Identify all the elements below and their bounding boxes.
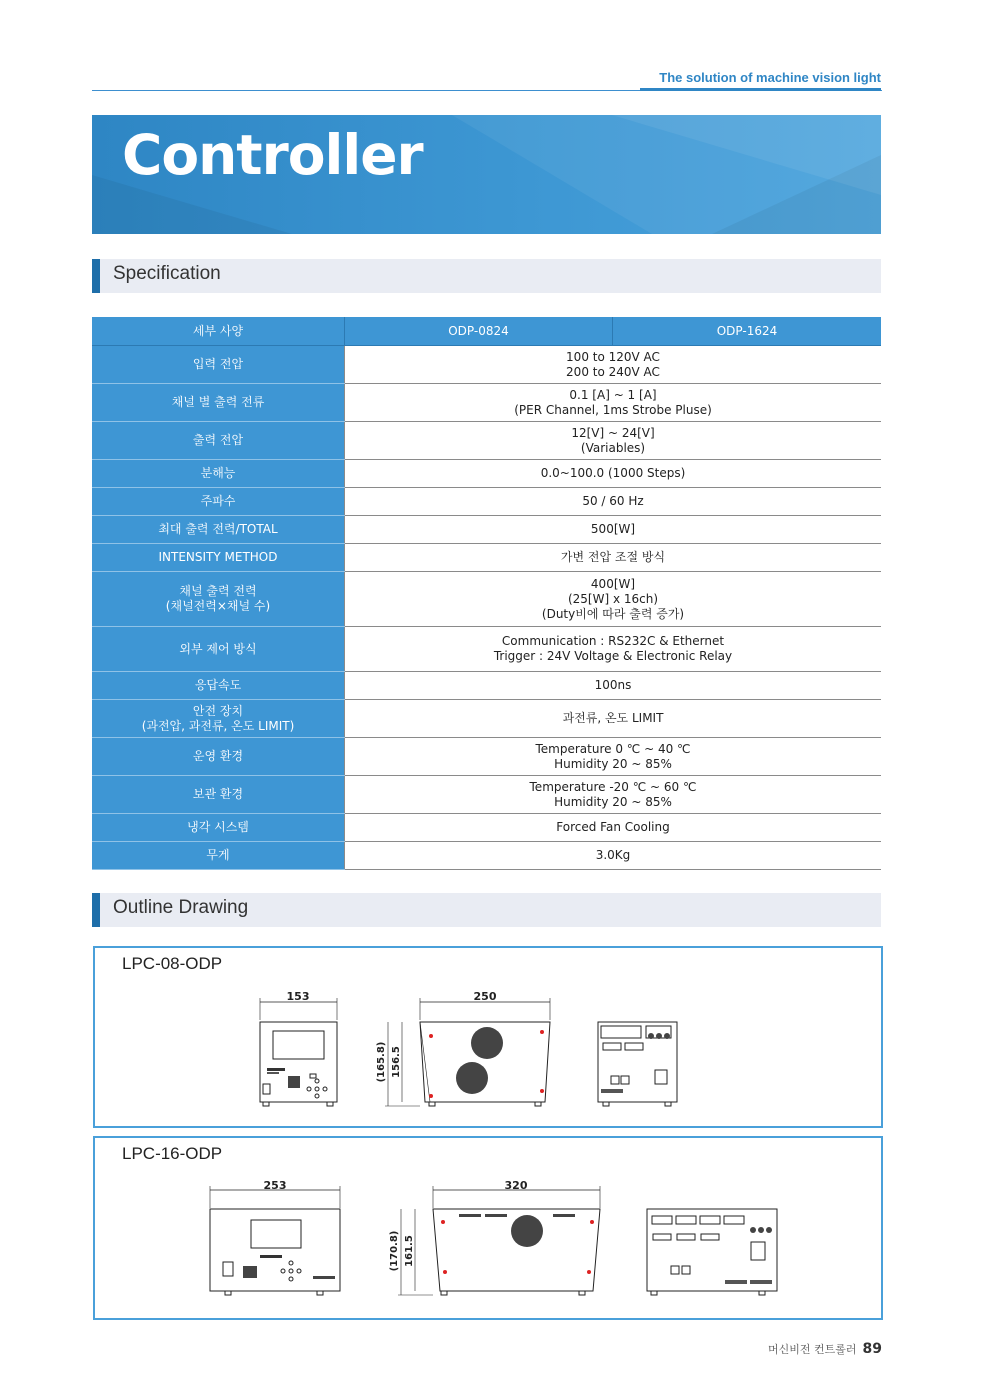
spec-label-line: 응답속도 xyxy=(194,678,242,692)
spec-row-value xyxy=(345,422,882,460)
spec-row xyxy=(92,814,881,842)
spec-row-value xyxy=(345,842,882,870)
dim-height-inner: 156.5 xyxy=(391,1046,402,1078)
page-number: 89 xyxy=(862,1341,882,1357)
spec-row-value xyxy=(345,738,882,776)
dim-side-depth: 320 xyxy=(504,1179,528,1192)
section-title: Specification xyxy=(113,263,221,284)
spec-row-label xyxy=(92,488,345,516)
spec-row-value xyxy=(345,672,882,700)
spec-row-label xyxy=(92,516,345,544)
spec-row-label xyxy=(92,544,345,572)
spec-value-line: 12[V] ~ 24[V] xyxy=(571,425,655,440)
spec-label-line: 보관 환경 xyxy=(192,787,244,801)
spec-label-line: 냉각 시스템 xyxy=(187,820,249,834)
spec-value-line: 과전류, 온도 LIMIT xyxy=(562,711,664,725)
spec-value-line: Trigger : 24V Voltage & Electronic Relay xyxy=(493,649,733,663)
spec-row xyxy=(92,627,881,672)
spec-value-line: 0.1 [A] ~ 1 [A] xyxy=(569,387,657,402)
spec-row xyxy=(92,776,881,814)
spec-value-line: (Duty비에 따라 출력 증가) xyxy=(541,606,685,621)
spec-label-line: 무게 xyxy=(206,848,230,862)
spec-row xyxy=(92,572,881,627)
spec-row-value xyxy=(345,814,882,842)
spec-row-label xyxy=(92,842,345,870)
dim-front-width: 253 xyxy=(263,1179,287,1192)
spec-label-line: 분해능 xyxy=(200,466,236,480)
spec-value-line: 100 to 120V AC xyxy=(566,349,660,364)
drawing-panel-lpc-16 xyxy=(93,1136,883,1320)
spec-row-label xyxy=(92,776,345,814)
spec-row-value xyxy=(345,346,882,384)
spec-header-cell: ODP-0824 xyxy=(345,317,613,346)
spec-row-label xyxy=(92,672,345,700)
spec-value-line: 100ns xyxy=(594,678,632,692)
spec-row-label xyxy=(92,346,345,384)
spec-value-line: (25[W] x 16ch) xyxy=(567,591,659,606)
drawing-model-name: LPC-08-ODP xyxy=(122,954,223,973)
outline-drawing-lpc-16 xyxy=(95,1138,881,1318)
spec-row-label xyxy=(92,422,345,460)
header-tagline: The solution of machine vision light xyxy=(659,70,881,85)
spec-row-label xyxy=(92,627,345,672)
spec-row-value xyxy=(345,488,882,516)
section-title: Outline Drawing xyxy=(113,897,249,918)
spec-value-line: 400[W] xyxy=(590,576,636,591)
spec-label-line: 안전 장치 xyxy=(192,703,244,718)
dim-height-inner: 161.5 xyxy=(404,1235,415,1267)
spec-value-line: Humidity 20 ~ 85% xyxy=(554,756,672,771)
section-specification xyxy=(92,259,881,293)
dim-height-outer: (170.8) xyxy=(389,1230,400,1272)
spec-row-label xyxy=(92,738,345,776)
drawing-panel-lpc-08 xyxy=(93,946,883,1128)
spec-row xyxy=(92,460,881,488)
spec-row-label xyxy=(92,460,345,488)
spec-row xyxy=(92,516,881,544)
spec-row-label xyxy=(92,384,345,422)
dim-front-width: 153 xyxy=(286,990,310,1003)
spec-value-line: (Variables) xyxy=(580,440,646,455)
title-banner xyxy=(92,115,881,234)
spec-row xyxy=(92,488,881,516)
spec-row xyxy=(92,700,881,738)
section-accent xyxy=(92,893,100,927)
spec-row xyxy=(92,738,881,776)
spec-value-line: (PER Channel, 1ms Strobe Pluse) xyxy=(514,402,712,417)
spec-label-line: 주파수 xyxy=(200,494,236,508)
spec-row xyxy=(92,672,881,700)
spec-row xyxy=(92,422,881,460)
spec-value-line: Temperature -20 ℃ ~ 60 ℃ xyxy=(529,779,697,794)
dim-height-outer: (165.8) xyxy=(376,1041,387,1083)
spec-row xyxy=(92,544,881,572)
dim-side-depth: 250 xyxy=(473,990,497,1003)
spec-value-line: 가변 전압 조절 방식 xyxy=(560,550,666,564)
spec-value-line: 50 / 60 Hz xyxy=(582,494,644,508)
section-outline xyxy=(92,893,881,927)
spec-label-line: 운영 환경 xyxy=(192,749,244,763)
spec-row-value xyxy=(345,384,882,422)
page-footer xyxy=(760,1341,882,1357)
spec-row xyxy=(92,842,881,870)
spec-row xyxy=(92,346,881,384)
section-accent xyxy=(92,259,100,293)
spec-row-label xyxy=(92,814,345,842)
spec-row-value xyxy=(345,700,882,738)
spec-label-line: 외부 제어 방식 xyxy=(179,641,257,656)
spec-row-label xyxy=(92,700,345,738)
spec-label-line: (과전압, 과전류, 온도 LIMIT) xyxy=(141,718,295,733)
spec-value-line: 200 to 240V AC xyxy=(566,364,660,379)
footer-label: 머신비전 컨트롤러 xyxy=(768,1343,857,1356)
spec-table xyxy=(92,317,881,870)
spec-value-line: 500[W] xyxy=(590,522,636,536)
spec-row-value xyxy=(345,460,882,488)
spec-label-line: 최대 출력 전력/TOTAL xyxy=(158,522,278,536)
spec-label-line: 입력 전압 xyxy=(192,357,244,371)
spec-label-line: 채널 출력 전력 xyxy=(179,584,257,598)
spec-value-line: 3.0Kg xyxy=(595,848,631,862)
spec-value-line: 0.0~100.0 (1000 Steps) xyxy=(540,466,686,480)
outline-drawing-lpc-08 xyxy=(95,948,881,1126)
spec-row-value xyxy=(345,572,882,627)
drawing-model-name: LPC-16-ODP xyxy=(122,1144,223,1163)
spec-label-line: (채널전력×채널 수) xyxy=(165,599,271,613)
page-title: Controller xyxy=(122,123,423,187)
spec-header-cell: 세부 사양 xyxy=(92,317,345,346)
spec-table-body xyxy=(92,346,881,870)
spec-header-row xyxy=(92,317,881,346)
spec-row-value xyxy=(345,627,882,672)
spec-value-line: Humidity 20 ~ 85% xyxy=(554,794,672,809)
spec-value-line: Communication : RS232C & Ethernet xyxy=(501,634,725,648)
spec-row-value xyxy=(345,516,882,544)
spec-row xyxy=(92,384,881,422)
spec-row-value xyxy=(345,544,882,572)
spec-row-label xyxy=(92,572,345,627)
spec-value-line: Temperature 0 ℃ ~ 40 ℃ xyxy=(535,741,691,756)
spec-row-value xyxy=(345,776,882,814)
spec-label-line: 채널 별 출력 전류 xyxy=(171,395,265,409)
spec-header-cell: ODP-1624 xyxy=(613,317,882,346)
spec-label-line: 출력 전압 xyxy=(192,433,244,447)
spec-value-line: Forced Fan Cooling xyxy=(556,820,670,834)
spec-label-line: INTENSITY METHOD xyxy=(158,550,278,564)
header-rule-accent xyxy=(640,88,881,91)
